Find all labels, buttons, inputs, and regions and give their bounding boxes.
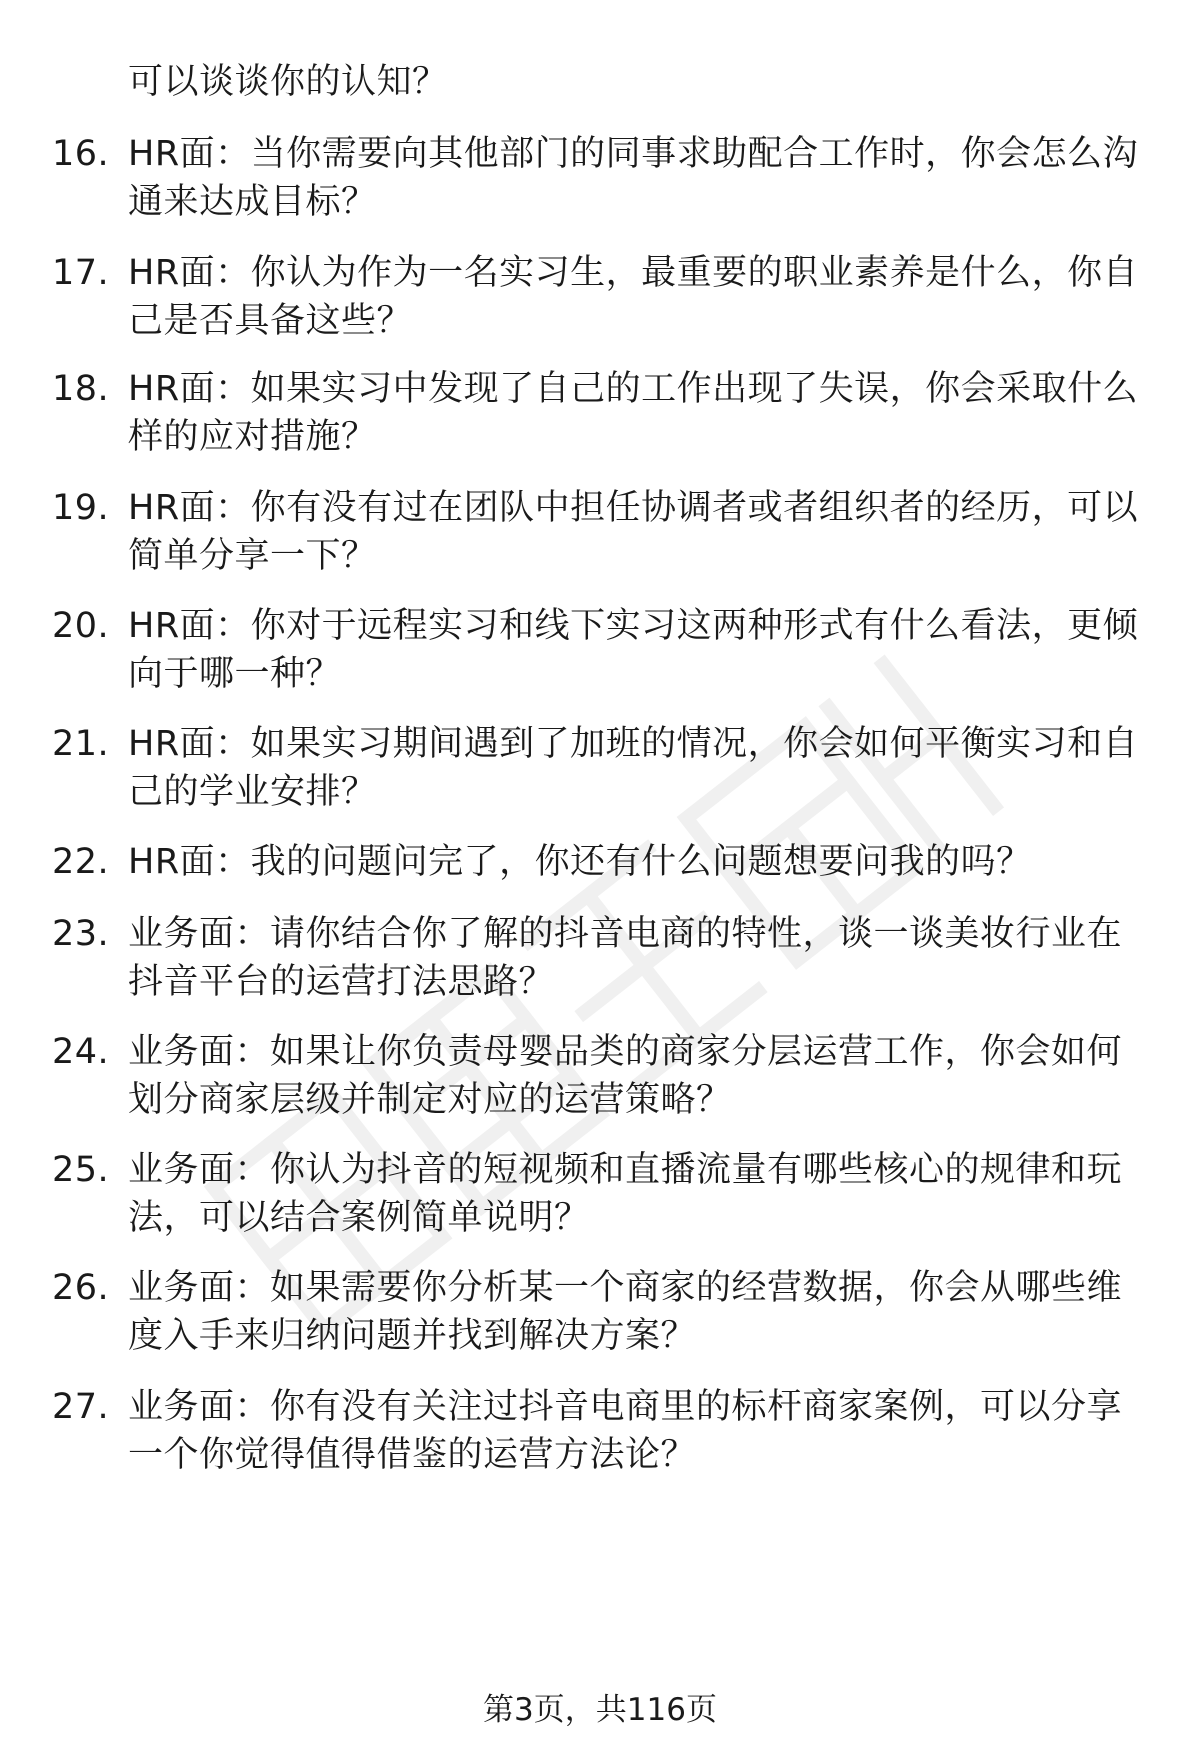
- page-footer: 第3页，共116页: [483, 1692, 717, 1728]
- question-text: HR面：我的问题问完了，你还有什么问题想要问我的吗？: [128, 842, 1032, 882]
- question-15-continuation: 可以谈谈你的认知？: [128, 62, 448, 102]
- question-text: HR面：你对于远程实习和线下实习这两种形式有什么看法，更倾 向于哪一种？: [128, 606, 1139, 694]
- question-number: 21.: [52, 724, 110, 764]
- question-text: HR面：如果实习中发现了自己的工作出现了失误，你会采取什么 样的应对措施？: [128, 369, 1139, 457]
- question-number: 27.: [52, 1387, 110, 1427]
- question-text: 业务面：如果让你负责母婴品类的商家分层运营工作，你会如何 划分商家层级并制定对应的运营策略？: [128, 1032, 1123, 1120]
- question-number: 19.: [52, 488, 110, 528]
- question-text: 业务面：你认为抖音的短视频和直播流量有哪些核心的规律和玩 法，可以结合案例简单说明？: [128, 1150, 1123, 1238]
- question-text: 业务面：你有没有关注过抖音电商里的标杆商家案例，可以分享 一个你觉得值得借鉴的运营方法论？: [128, 1387, 1123, 1475]
- question-text: HR面：你认为作为一名实习生，最重要的职业素养是什么，你自 己是否具备这些？: [128, 253, 1139, 341]
- question-number: 24.: [52, 1032, 110, 1072]
- question-number: 23.: [52, 914, 110, 954]
- question-number: 25.: [52, 1150, 110, 1190]
- question-number: 26.: [52, 1268, 110, 1308]
- question-text: 业务面：请你结合你了解的抖音电商的特性，谈一谈美妆行业在 抖音平台的运营打法思路？: [128, 914, 1123, 1002]
- question-number: 18.: [52, 369, 110, 409]
- question-number: 17.: [52, 253, 110, 293]
- question-text: 业务面：如果需要你分析某一个商家的经营数据，你会从哪些维 度入手来归纳问题并找到解决方案？: [128, 1268, 1123, 1356]
- question-text: HR面：当你需要向其他部门的同事求助配合工作时，你会怎么沟 通来达成目标？: [128, 134, 1139, 222]
- question-number: 22.: [52, 842, 110, 882]
- question-number: 16.: [52, 134, 110, 174]
- question-number: 20.: [52, 606, 110, 646]
- question-text: HR面：你有没有过在团队中担任协调者或者组织者的经历，可以 简单分享一下？: [128, 488, 1139, 576]
- question-text: HR面：如果实习期间遇到了加班的情况，你会如何平衡实习和自 己的学业安排？: [128, 724, 1139, 812]
